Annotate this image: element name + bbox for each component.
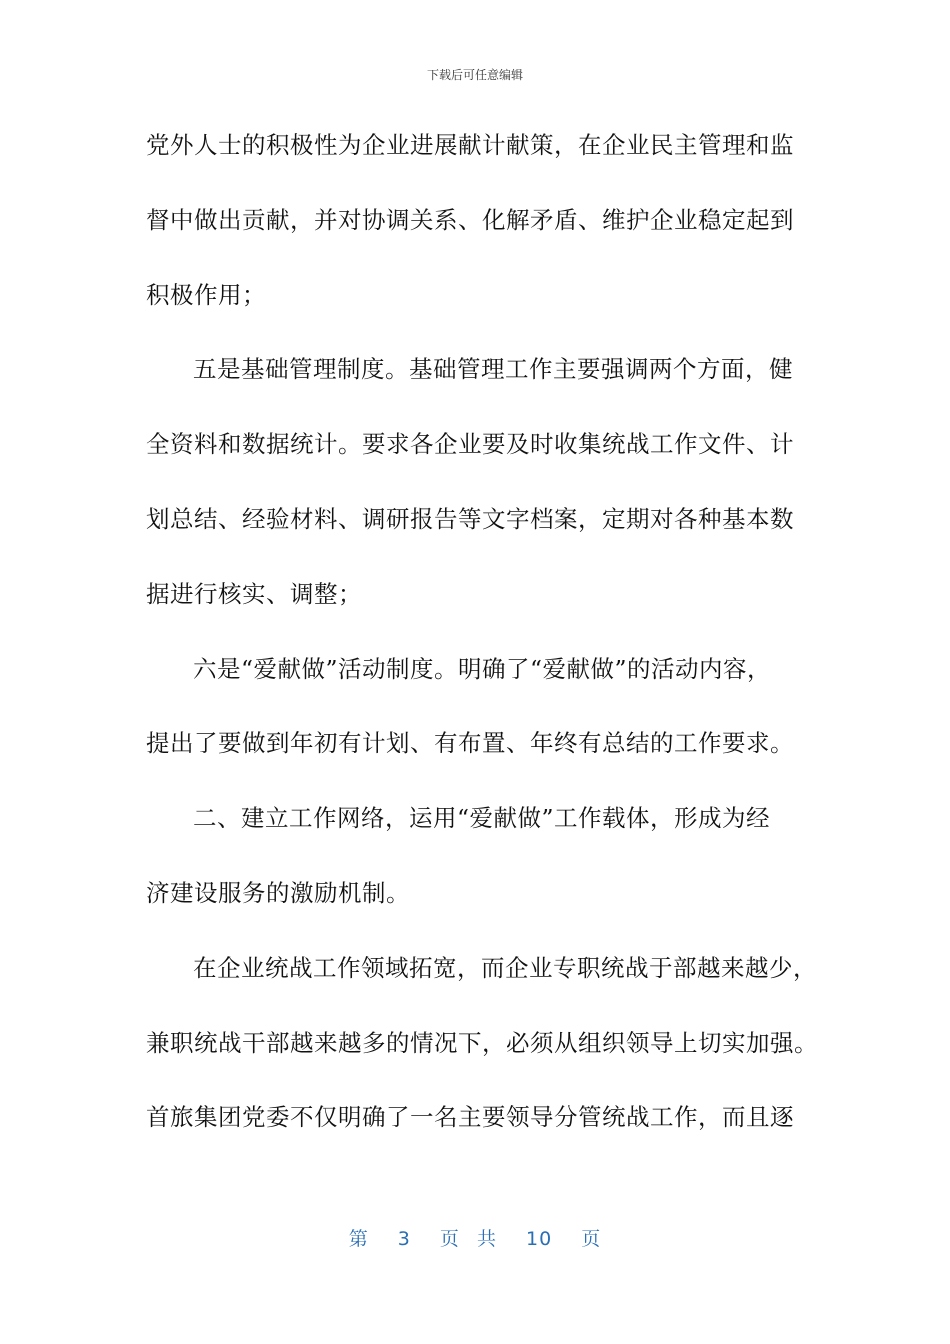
text-line: 二、建立工作网络，运用“爱献做”工作载体，形成为经 [193,804,771,833]
text-line: 兼职统战干部越来越多的情况下，必须从组织领导上切实加强。 [146,1028,818,1057]
text-line: 积极作用； [146,280,266,309]
text-line: 提出了要做到年初有计划、有布置、年终有总结的工作要求。 [146,729,794,758]
text-line: 在企业统战工作领域拓宽，而企业专职统战于部越来越少， [193,953,817,982]
page-number-footer [0,1224,950,1251]
page-middle: 页 共 [439,1228,497,1250]
text-line: 首旅集团党委不仅明确了一名主要领导分管统战工作，而且逐 [146,1103,794,1132]
text-line: 济建设服务的激励机制。 [146,878,410,907]
text-line: 全资料和数据统计。要求各企业要及时收集统战工作文件、计 [146,430,794,459]
page-suffix: 页 [581,1228,602,1250]
text-line: 党外人士的积极性为企业进展献计献策，在企业民主管理和监 [146,131,794,159]
text-line: 六是“爱献做”活动制度。明确了“爱献做”的活动内容， [193,654,772,683]
page-header: 下载后可任意编辑 [426,68,523,82]
text-line: 据进行核实、调整； [146,579,362,608]
page-prefix: 第 [348,1228,369,1250]
text-line: 五是基础管理制度。基础管理工作主要强调两个方面，健 [193,355,793,384]
text-line: 划总结、经验材料、调研报告等文字档案，定期对各种基本数 [146,504,794,533]
text-line: 督中做出贡献，并对协调关系、化解矛盾、维护企业稳定起到 [146,205,794,234]
body-text [146,122,818,1169]
total-pages-number: 10 [526,1228,553,1250]
current-page-number: 3 [397,1228,411,1250]
